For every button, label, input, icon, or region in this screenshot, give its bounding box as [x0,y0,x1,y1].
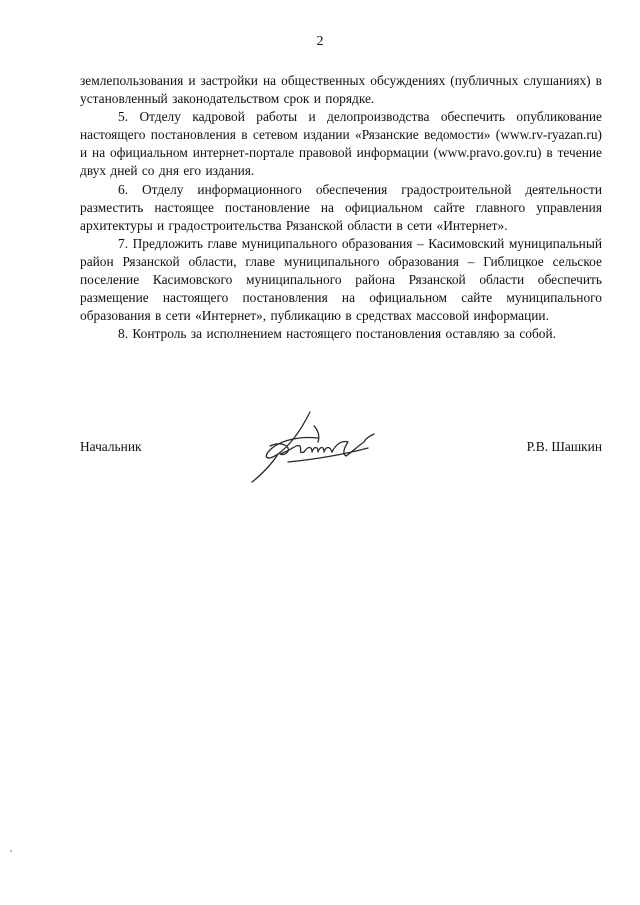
signature-block [80,430,602,490]
paragraph-7: 7. Предложить главе муниципального образования – Касимовский муниципальный район Рязанской области, главе муниципального образования – Гиблицкое сельское поселение Касимовского муниципального района Рязанской области обеспечить размещение настоящего постановления на официальном сайте муниципального образования в сети «Интернет», публикацию в средствах массовой информации. [80,235,602,324]
scan-artifact-dot [10,850,12,852]
paragraph-6: 6. Отделу информационного обеспечения градостроительной деятельности разместить настоящее постановление на официальном сайте главного управления архитектуры и градостроительства Рязанской области в сети «Интернет». [80,181,602,233]
signer-name: Р.В. Шашкин [526,439,602,454]
page-number: 2 [316,34,324,49]
paragraph-5: 5. Отделу кадровой работы и делопроизводства обеспечить опубликование настоящего постановления в сетевом издании «Рязанские ведомости» (www.rv-ryazan.ru) и на официальном интернет-портале правовой информации (www.pravo.gov.ru) в течение двух дней со дня его издания. [80,109,602,179]
paragraph-8: 8. Контроль за исполнением настоящего постановления оставляю за собой. [118,326,557,342]
handwritten-signature [248,406,398,486]
document-body [80,72,602,343]
position-title: Начальник [80,439,142,454]
paragraph-4-continuation: землепользования и застройки на общественных обсуждениях (публичных слушаниях) в установленный законодательством срок и порядке. [80,73,602,107]
